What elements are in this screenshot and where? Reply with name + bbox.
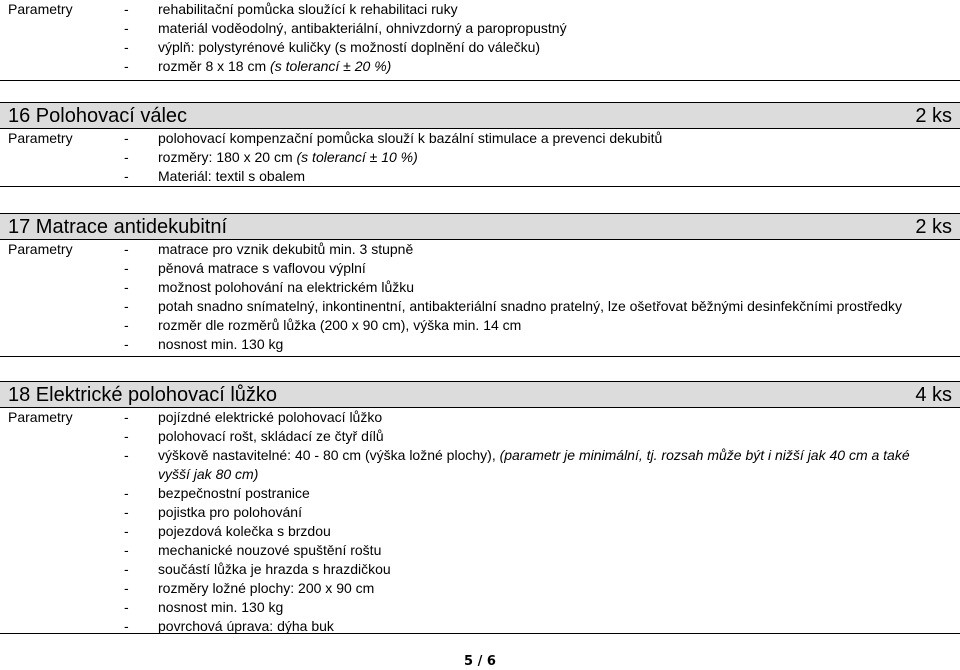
- item-text: povrchová úprava: dýha buk: [158, 618, 334, 634]
- dash-marker: -: [124, 58, 129, 74]
- list-item: [124, 19, 934, 38]
- param-list: [124, 0, 934, 76]
- item-note: (s tolerancí ± 20 %): [270, 58, 392, 74]
- list-item: [124, 598, 934, 617]
- item-text: pojezdová kolečka s brzdou: [158, 523, 331, 539]
- dash-marker: -: [124, 428, 129, 444]
- item-text: pojistka pro polohování: [158, 504, 302, 520]
- dash-marker: -: [124, 317, 129, 333]
- list-item: [124, 259, 934, 278]
- item-text: rozměry ložné plochy: 200 x 90 cm: [158, 580, 375, 596]
- item-text: rozměry: 180 x 20 cm: [158, 149, 297, 165]
- item-text: nosnost min. 130 kg: [158, 599, 284, 615]
- list-item: [124, 560, 934, 579]
- dash-marker: -: [124, 485, 129, 501]
- dash-marker: -: [124, 523, 129, 539]
- item-text: rozměr 8 x 18 cm: [158, 58, 271, 74]
- item-text: polohovací kompenzační pomůcka slouží k bazální stimulace a prevenci dekubitů: [158, 130, 663, 146]
- dash-marker: -: [124, 260, 129, 276]
- section-quantity: 4 ks: [915, 384, 952, 406]
- params-label: Parametry: [8, 409, 73, 425]
- dash-marker: -: [124, 130, 129, 146]
- list-item: [124, 579, 934, 598]
- dash-marker: -: [124, 447, 129, 463]
- section-header: [0, 102, 960, 129]
- list-item: [124, 167, 934, 186]
- list-item: [124, 240, 934, 259]
- list-item: [124, 297, 934, 316]
- dash-marker: -: [124, 1, 129, 17]
- dash-marker: -: [124, 618, 129, 634]
- param-row: [0, 408, 960, 634]
- param-row: [0, 240, 960, 357]
- item-text: nosnost min. 130 kg: [158, 336, 284, 352]
- list-item: [124, 503, 934, 522]
- params-label: Parametry: [8, 241, 73, 257]
- dash-marker: -: [124, 599, 129, 615]
- item-text: Materiál: textil s obalem: [158, 168, 306, 184]
- list-item: [124, 484, 934, 503]
- list-item: [124, 522, 934, 541]
- dash-marker: -: [124, 409, 129, 425]
- param-list: [124, 408, 934, 636]
- list-item: [124, 335, 934, 354]
- item-text: pěnová matrace s vaflovou výplní: [158, 260, 366, 276]
- page-number: 5 / 6: [464, 654, 496, 669]
- dash-marker: -: [124, 241, 129, 257]
- item-text: matrace pro vznik dekubitů min. 3 stupně: [158, 241, 414, 257]
- item-note: (s tolerancí ± 10 %): [296, 149, 418, 165]
- param-list: [124, 129, 934, 186]
- param-list: [124, 240, 934, 354]
- dash-marker: -: [124, 561, 129, 577]
- list-item: [124, 617, 934, 636]
- list-item: [124, 38, 934, 57]
- dash-marker: -: [124, 149, 129, 165]
- params-label: Parametry: [8, 130, 73, 146]
- list-item: [124, 427, 934, 446]
- list-item: [124, 408, 934, 427]
- item-text: materiál voděodolný, antibakteriální, ohnivzdorný a paropropustný: [158, 20, 567, 36]
- item-text: výplň: polystyrénové kuličky (s možností doplnění do válečku): [158, 39, 541, 55]
- dash-marker: -: [124, 279, 129, 295]
- list-item: [124, 129, 934, 148]
- list-item: [124, 0, 934, 19]
- section-title: 17 Matrace antidekubitní: [8, 216, 228, 238]
- item-text: mechanické nouzové spuštění roštu: [158, 542, 382, 558]
- section-quantity: 2 ks: [915, 216, 952, 238]
- param-row-cont: [0, 0, 960, 81]
- section-quantity: 2 ks: [915, 105, 952, 127]
- dash-marker: -: [124, 168, 129, 184]
- dash-marker: -: [124, 298, 129, 314]
- item-text: možnost polohování na elektrickém lůžku: [158, 279, 415, 295]
- param-row: [0, 129, 960, 187]
- dash-marker: -: [124, 336, 129, 352]
- dash-marker: -: [124, 20, 129, 36]
- section-title: 18 Elektrické polohovací lůžko: [8, 384, 278, 406]
- item-text: výškově nastavitelné: 40 - 80 cm (výška ložné plochy),: [158, 447, 500, 463]
- item-text: pojízdné elektrické polohovací lůžko: [158, 409, 383, 425]
- item-text: potah snadno snímatelný, inkontinentní, antibakteriální snadno pratelný, lze ošetřovat běžnými desinfekčními prostředky: [158, 298, 902, 314]
- section-header: [0, 213, 960, 240]
- list-item: [124, 541, 934, 560]
- dash-marker: -: [124, 580, 129, 596]
- dash-marker: -: [124, 504, 129, 520]
- list-item: [124, 57, 934, 76]
- list-item: [124, 446, 934, 484]
- dash-marker: -: [124, 39, 129, 55]
- item-text: bezpečnostní postranice: [158, 485, 310, 501]
- section-header: [0, 381, 960, 408]
- list-item: [124, 316, 934, 335]
- list-item: [124, 278, 934, 297]
- item-text: rehabilitační pomůcka sloužící k rehabilitaci ruky: [158, 1, 458, 17]
- section-title: 16 Polohovací válec: [8, 105, 188, 127]
- item-text: rozměr dle rozměrů lůžka (200 x 90 cm), výška min. 14 cm: [158, 317, 522, 333]
- params-label: Parametry: [8, 1, 73, 17]
- list-item: [124, 148, 934, 167]
- item-text: polohovací rošt, skládací ze čtyř dílů: [158, 428, 384, 444]
- dash-marker: -: [124, 542, 129, 558]
- item-note: (parametr je minimální, tj. rozsah může být i nižší jak 40 cm a také vyšší jak 80 cm): [158, 447, 910, 482]
- item-text: součástí lůžka je hrazda s hrazdičkou: [158, 561, 391, 577]
